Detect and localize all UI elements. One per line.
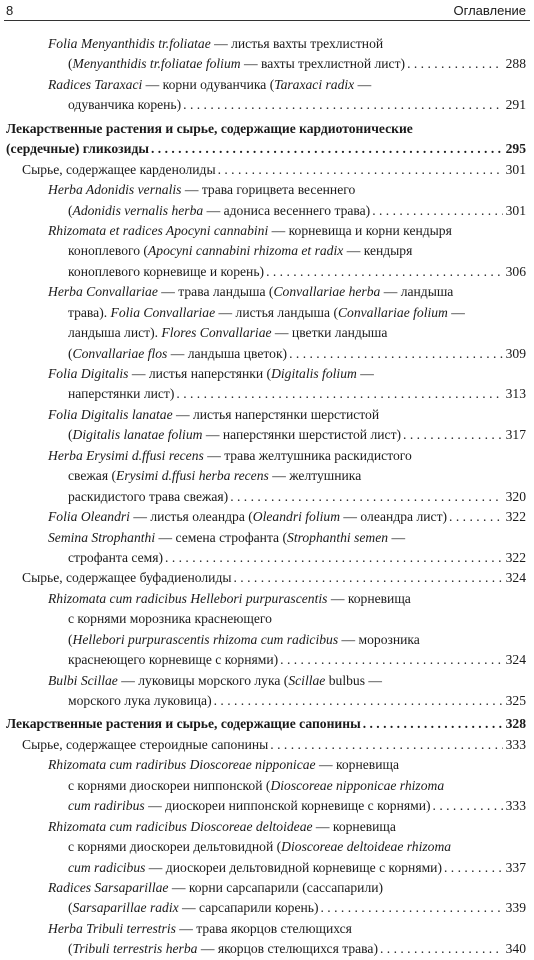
dot-leader bbox=[183, 95, 502, 115]
toc-entry-line bbox=[6, 898, 526, 918]
text-segment: раскидистого трава свежая) bbox=[68, 488, 229, 504]
toc-section-line bbox=[6, 119, 526, 139]
latin-name: Tribuli terrestris herba bbox=[72, 941, 198, 957]
toc-page-number: 301 bbox=[505, 161, 526, 177]
toc-page-number: 328 bbox=[505, 716, 526, 732]
toc-line-text bbox=[48, 673, 382, 688]
latin-name: Oleandri folium bbox=[252, 509, 341, 525]
latin-name: Semina Strophanthi bbox=[48, 529, 156, 545]
toc-line-text bbox=[68, 796, 433, 816]
toc-line-text bbox=[68, 201, 372, 221]
dot-leader bbox=[403, 425, 503, 445]
text-segment: — семена строфанта ( bbox=[155, 529, 288, 545]
toc-page-number: 291 bbox=[505, 97, 526, 113]
text-segment: — диоскореи ниппонской корневище с корнями) bbox=[144, 798, 431, 814]
toc-entry-line bbox=[6, 344, 526, 364]
toc-page-number: 333 bbox=[505, 736, 526, 752]
toc-entry-line bbox=[6, 364, 526, 384]
latin-name: Strophanthi semen bbox=[287, 529, 389, 545]
toc-entry-line bbox=[6, 671, 526, 691]
toc-page-number: 333 bbox=[505, 798, 526, 814]
toc-entry-line bbox=[6, 630, 526, 650]
latin-name: Dioscoreae deltoideae rhizoma bbox=[281, 839, 452, 855]
dot-leader bbox=[270, 735, 502, 755]
toc-entry-line bbox=[6, 589, 526, 609]
latin-name: Herba Adonidis vernalis bbox=[48, 182, 182, 198]
toc-line-text bbox=[68, 858, 444, 878]
text-segment: с корнями морозника краснеющего bbox=[68, 611, 272, 627]
toc-line-text bbox=[48, 448, 412, 463]
text-segment: трава). bbox=[68, 304, 111, 320]
toc-entry-line bbox=[6, 201, 526, 221]
latin-name: Hellebori purpurascentis rhizoma cum radicibus bbox=[72, 631, 339, 647]
toc-line-text bbox=[68, 839, 451, 854]
toc-line-text bbox=[48, 407, 379, 422]
text-segment: ( bbox=[68, 202, 73, 218]
latin-name: Digitalis folium bbox=[271, 366, 357, 381]
toc-entry-line bbox=[6, 878, 526, 898]
text-segment: — bbox=[388, 529, 406, 545]
latin-name: Apocyni cannabini rhizoma et radix bbox=[147, 243, 344, 259]
latin-name: cum radiribus bbox=[68, 798, 145, 814]
toc-line-text bbox=[68, 632, 420, 647]
toc-line-text bbox=[6, 139, 151, 159]
dot-leader bbox=[372, 201, 502, 221]
toc-entry-line bbox=[6, 262, 526, 282]
toc-page-number: 324 bbox=[505, 570, 526, 586]
toc-entry-line bbox=[6, 691, 526, 711]
text-segment: Лекарственные растения и сырье, содержащие кардиотонические bbox=[6, 120, 413, 136]
text-segment: морского лука луковица) bbox=[68, 693, 212, 708]
toc-page-number: 322 bbox=[505, 549, 526, 565]
toc-entry-line bbox=[6, 34, 526, 54]
latin-name: Sarsaparillae radix bbox=[72, 900, 179, 916]
text-segment: краснеющего корневище с корнями) bbox=[68, 652, 279, 668]
text-segment: ( bbox=[68, 427, 73, 443]
text-segment: — листья вахты трехлистной bbox=[210, 36, 384, 51]
latin-name: Rhizomata cum radicibus Dioscoreae deltoideae bbox=[48, 818, 313, 834]
toc-entry-line bbox=[6, 548, 526, 568]
text-segment: — наперстянки шерстистой лист) bbox=[202, 427, 402, 443]
latin-name: Scillae bbox=[288, 672, 326, 688]
text-segment: ( bbox=[68, 631, 73, 647]
toc-page-number: 320 bbox=[505, 488, 526, 504]
latin-name: Radices Taraxaci bbox=[48, 76, 143, 92]
toc-line-text bbox=[48, 366, 374, 381]
toc-entry-line bbox=[6, 837, 526, 857]
text-segment: строфанта семя) bbox=[68, 549, 164, 565]
dot-leader bbox=[363, 714, 503, 734]
text-segment: — корневища bbox=[315, 757, 399, 773]
text-segment: — олеандра лист) bbox=[340, 509, 448, 525]
toc-page-number: 325 bbox=[505, 693, 526, 708]
latin-name: Convallariae folium bbox=[337, 304, 448, 320]
latin-name: Convallariae flos bbox=[72, 345, 168, 361]
text-segment: — луковицы морского лука ( bbox=[117, 672, 289, 688]
toc-line-text bbox=[68, 468, 361, 483]
toc-line-text bbox=[68, 939, 380, 959]
toc-page-number: 322 bbox=[505, 509, 526, 525]
toc-line-text bbox=[48, 880, 383, 895]
latin-name: Folia Oleandri bbox=[48, 509, 130, 525]
latin-name: Menyanthidis tr.foliatae folium bbox=[72, 56, 241, 72]
text-segment: (сердечные) гликозиды bbox=[6, 141, 149, 157]
text-segment: — желтушника bbox=[268, 468, 362, 484]
latin-name: Herba Tribuli terrestris bbox=[48, 920, 176, 936]
toc-line-text bbox=[48, 819, 396, 834]
dot-leader bbox=[218, 160, 503, 180]
text-segment: свежая ( bbox=[68, 468, 117, 484]
text-segment: наперстянки лист) bbox=[68, 386, 175, 402]
text-segment: с корнями диоскореи дельтовидной ( bbox=[68, 839, 282, 855]
toc-line-text bbox=[6, 714, 363, 734]
latin-name: Taraxaci radix bbox=[274, 76, 355, 92]
toc-page-number: 301 bbox=[505, 202, 526, 218]
latin-name: Herba Convallariae bbox=[48, 284, 158, 300]
toc-subsection-line bbox=[6, 568, 526, 588]
text-segment: — адониса весеннего трава) bbox=[203, 202, 371, 218]
latin-name: Rhizomata cum radiribus Dioscoreae nipponicae bbox=[48, 757, 316, 773]
page-header bbox=[6, 2, 526, 20]
toc-page-number: 313 bbox=[505, 386, 526, 402]
toc-entry-line bbox=[6, 796, 526, 816]
header-rule bbox=[4, 20, 530, 21]
dot-leader bbox=[433, 796, 503, 816]
toc-entry-line bbox=[6, 776, 526, 796]
text-segment: — трава якорцов стелющихся bbox=[175, 920, 352, 936]
text-segment: — листья ландыша ( bbox=[215, 304, 338, 320]
toc-line-text bbox=[48, 530, 405, 545]
text-segment: — листья наперстянки ( bbox=[128, 366, 272, 381]
text-segment: ландыша лист). bbox=[68, 325, 162, 341]
dot-leader bbox=[165, 548, 503, 568]
toc-page-number: 306 bbox=[505, 263, 526, 279]
text-segment: — морозника bbox=[338, 631, 420, 647]
dot-leader bbox=[230, 487, 502, 507]
toc-entry-line bbox=[6, 241, 526, 261]
text-segment: одуванчика корень) bbox=[68, 97, 182, 113]
toc-line-text bbox=[48, 921, 352, 936]
latin-name: Convallariae herba bbox=[273, 284, 381, 300]
running-title: Оглавление bbox=[453, 3, 526, 18]
toc-line-text bbox=[68, 691, 214, 711]
toc-section-line bbox=[6, 714, 526, 734]
toc-entry-line bbox=[6, 446, 526, 466]
text-segment: Сырье, содержащее карденолиды bbox=[22, 161, 216, 177]
toc-entry-line bbox=[6, 95, 526, 115]
toc-line-text bbox=[48, 591, 411, 606]
toc-line-text bbox=[68, 262, 266, 282]
toc-line-text bbox=[68, 325, 387, 340]
toc-subsection-line bbox=[6, 735, 526, 755]
toc-line-text bbox=[68, 548, 165, 568]
toc-entry-line bbox=[6, 858, 526, 878]
toc-entry-line bbox=[6, 466, 526, 486]
toc-entry-line bbox=[6, 384, 526, 404]
toc-line-text bbox=[22, 160, 218, 180]
text-segment: — якорцов стелющихся трава) bbox=[197, 941, 378, 957]
toc-line-text bbox=[22, 735, 270, 755]
toc-entry-line bbox=[6, 507, 526, 527]
text-segment: — листья олеандра ( bbox=[129, 509, 253, 525]
text-segment: — диоскореи дельтовидной корневище с корнями) bbox=[145, 859, 442, 875]
dot-leader bbox=[380, 939, 503, 959]
text-segment: с корнями диоскореи ниппонской ( bbox=[68, 777, 271, 793]
latin-name: Adonidis vernalis herba bbox=[72, 202, 204, 218]
toc-line-text bbox=[48, 182, 355, 197]
text-segment: — трава желтушника раскидистого bbox=[203, 447, 412, 463]
latin-name: Rhizomata et radices Apocyni cannabini bbox=[48, 222, 269, 238]
dot-leader bbox=[449, 507, 503, 527]
toc-line-text bbox=[48, 507, 449, 527]
latin-name: Herba Erysimi d.ffusi recens bbox=[48, 447, 204, 463]
text-segment: — bbox=[447, 304, 465, 320]
table-of-contents bbox=[6, 34, 526, 960]
text-segment: Лекарственные растения и сырье, содержащие сапонины bbox=[6, 716, 361, 732]
text-segment: ( bbox=[68, 56, 73, 72]
latin-name: Bulbi Scillae bbox=[48, 672, 118, 688]
text-segment: — трава горицвета весеннего bbox=[181, 182, 356, 198]
latin-name: Radices Sarsaparillae bbox=[48, 879, 169, 895]
latin-name: Flores Convallariae bbox=[161, 325, 272, 341]
toc-page-number: 324 bbox=[505, 652, 526, 668]
toc-line-text bbox=[68, 344, 289, 364]
text-segment: — кендыря bbox=[343, 243, 413, 259]
toc-page-number: 339 bbox=[505, 900, 526, 916]
toc-entry-line bbox=[6, 487, 526, 507]
text-segment: — корневища bbox=[312, 818, 396, 834]
toc-line-text bbox=[68, 54, 407, 74]
text-segment: — bbox=[354, 76, 372, 92]
toc-line-text bbox=[48, 757, 399, 772]
latin-name: Dioscoreae nipponicae rhizoma bbox=[270, 777, 445, 793]
toc-entry-line bbox=[6, 609, 526, 629]
toc-entry-line bbox=[6, 405, 526, 425]
toc-page-number: 309 bbox=[505, 345, 526, 361]
latin-name: cum radicibus bbox=[68, 859, 146, 875]
text-segment: Сырье, содержащее буфадиенолиды bbox=[22, 570, 232, 586]
toc-line-text bbox=[48, 77, 371, 92]
text-segment: — bbox=[356, 366, 374, 381]
latin-name: Digitalis lanatae folium bbox=[72, 427, 203, 443]
text-segment: ( bbox=[68, 900, 73, 916]
toc-entry-line bbox=[6, 919, 526, 939]
text-segment: коноплевого корневище и корень) bbox=[68, 263, 265, 279]
toc-entry-line bbox=[6, 650, 526, 670]
dot-leader bbox=[407, 54, 503, 74]
dot-leader bbox=[151, 139, 503, 159]
text-segment: — вахты трехлистной лист) bbox=[240, 56, 406, 72]
latin-name: Folia Convallariae bbox=[110, 304, 216, 320]
toc-subsection-line bbox=[6, 160, 526, 180]
text-segment: ( bbox=[68, 941, 73, 957]
latin-name: Folia Menyanthidis tr.foliatae bbox=[48, 36, 211, 51]
dot-leader bbox=[444, 858, 503, 878]
text-segment: — корни одуванчика ( bbox=[142, 76, 275, 92]
latin-name: Erysimi d.ffusi herba recens bbox=[116, 468, 269, 484]
latin-name: Folia Digitalis bbox=[48, 366, 129, 381]
text-segment: Сырье, содержащее стероидные сапонины bbox=[22, 736, 269, 752]
latin-name: Folia Digitalis lanatae bbox=[48, 406, 173, 422]
toc-line-text bbox=[68, 778, 444, 793]
toc-section-line bbox=[6, 139, 526, 159]
toc-line-text bbox=[22, 568, 234, 588]
text-segment: — корни сарсапарили (сассапарили) bbox=[168, 879, 384, 895]
text-segment: ( bbox=[68, 345, 73, 361]
toc-entry-line bbox=[6, 54, 526, 74]
text-segment: — ландыша цветок) bbox=[167, 345, 288, 361]
toc-page-number: 340 bbox=[505, 941, 526, 957]
dot-leader bbox=[280, 650, 502, 670]
text-segment: — корневища bbox=[327, 590, 411, 606]
toc-line-text bbox=[68, 898, 321, 918]
text-segment: — цветки ландыша bbox=[271, 325, 388, 341]
latin-name: Rhizomata cum radicibus Hellebori purpurascentis bbox=[48, 590, 328, 606]
toc-line-text bbox=[48, 223, 452, 238]
dot-leader bbox=[266, 262, 503, 282]
toc-line-text bbox=[48, 36, 383, 51]
text-segment: — сарсапарили корень) bbox=[178, 900, 319, 916]
toc-line-text bbox=[6, 121, 413, 136]
page-number: 8 bbox=[6, 3, 14, 18]
toc-line-text bbox=[68, 611, 272, 626]
toc-entry-line bbox=[6, 282, 526, 302]
toc-page-number: 317 bbox=[505, 427, 526, 443]
toc-line-text bbox=[68, 243, 412, 258]
toc-line-text bbox=[68, 95, 183, 115]
text-segment: — корневища и корни кендыря bbox=[268, 222, 452, 238]
text-segment: bulbus — bbox=[325, 672, 382, 688]
toc-entry-line bbox=[6, 939, 526, 959]
toc-page-number: 337 bbox=[505, 859, 526, 875]
toc-entry-line bbox=[6, 323, 526, 343]
toc-line-text bbox=[68, 425, 403, 445]
text-segment: коноплевого ( bbox=[68, 243, 148, 259]
dot-leader bbox=[176, 384, 502, 404]
toc-entry-line bbox=[6, 221, 526, 241]
text-segment: — листья наперстянки шерстистой bbox=[172, 406, 380, 422]
text-segment: — трава ландыша ( bbox=[157, 284, 274, 300]
dot-leader bbox=[214, 691, 503, 711]
dot-leader bbox=[234, 568, 503, 588]
dot-leader bbox=[321, 898, 503, 918]
toc-line-text bbox=[48, 284, 453, 299]
toc-page-number: 295 bbox=[505, 141, 526, 157]
toc-entry-line bbox=[6, 817, 526, 837]
text-segment: — ландыша bbox=[380, 284, 454, 300]
toc-line-text bbox=[68, 384, 176, 404]
toc-entry-line bbox=[6, 180, 526, 200]
dot-leader bbox=[289, 344, 503, 364]
toc-line-text bbox=[68, 487, 230, 507]
toc-entry-line bbox=[6, 755, 526, 775]
toc-entry-line bbox=[6, 75, 526, 95]
toc-entry-line bbox=[6, 528, 526, 548]
toc-entry-line bbox=[6, 425, 526, 445]
toc-line-text bbox=[68, 305, 465, 320]
toc-line-text bbox=[68, 650, 280, 670]
toc-page-number: 288 bbox=[505, 56, 526, 72]
toc-entry-line bbox=[6, 303, 526, 323]
